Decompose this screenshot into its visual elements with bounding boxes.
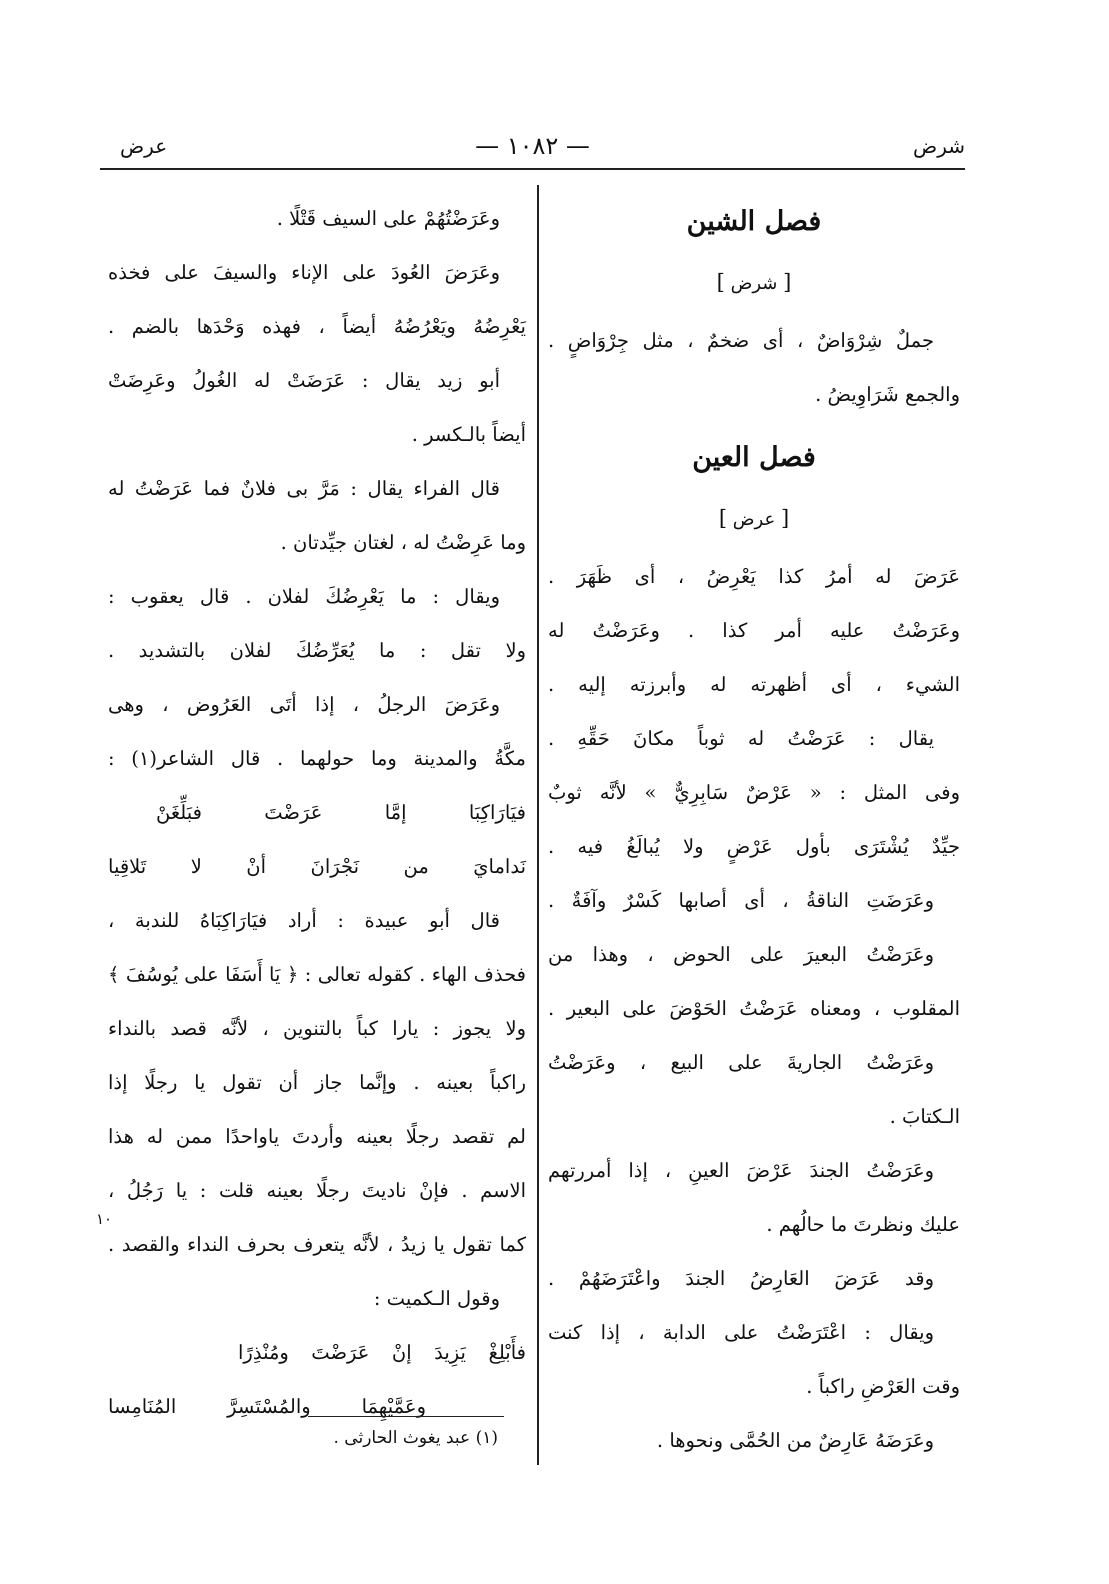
text-line: جيِّدٌ يُشْتَرَى بأول عَرْضٍ ولا يُبالَغُ فيه . [548, 835, 960, 858]
page-number: — ١٠٨٢ — [475, 132, 590, 160]
text-line: وعَرَضْتُ الجاريةَ على البيع ، وعَرَضْتُ [548, 1051, 934, 1074]
header-rule [100, 168, 965, 170]
running-header [100, 134, 965, 166]
text-line: وقول الـكميت : [373, 1287, 500, 1310]
left-column [108, 192, 526, 1434]
text-line: ولا يجوز : يارا كباً بالتنوين ، لأنَّه قصد بالنداء [108, 1017, 526, 1040]
text-line: عليك ونظرتَ ما حالُهم . [766, 1213, 960, 1236]
footnote-rule [308, 1416, 504, 1417]
text-line: المقلوب ، ومعناه عَرَضْتُ الحَوْضَ على البعير . [548, 997, 960, 1020]
text-line: فحذف الهاء . كقوله تعالى : ﴿ يَا أَسَفَا على يُوسُفَ ﴾ [108, 963, 526, 986]
header-root-left: عرض [120, 134, 168, 158]
text-line: وقد عَرَضَ العَارِضُ الجندَ واعْتَرَضَهُمْ . [548, 1267, 934, 1290]
text-line: قال الفراء يقال : مَرَّ بى فلانٌ فما عَرَضْتُ له [108, 477, 500, 500]
column-divider [537, 185, 539, 1465]
text-line: وقت العَرْضِ راكباً . [806, 1375, 960, 1398]
poem-verse: نَدامايَ من نَجْرَانَ أنْ لا تَلاقِيا [108, 855, 526, 878]
poem-verse: فأَبْلِغْ يَزِيدَ إنْ عَرَضْتَ ومُنْذِرًا [238, 1341, 526, 1364]
entry-head-sharad: [ شرض ] [716, 270, 792, 294]
poem-verse: وعَمَّيْهِمَا والمُسْتَسِرَّ المُنَامِسا [108, 1395, 426, 1418]
text-line: ويقال : ما يَعْرِضُكَ لفلان . قال يعقوب : [108, 585, 500, 608]
section-title-ayn: فصل العين [692, 442, 816, 473]
margin-line-number: ١٠ [96, 1210, 113, 1228]
footnote: (١) عبد يغوث الحارثى . [333, 1428, 498, 1448]
text-line: مكَّةُ والمدينة وما حولهما . قال الشاعر(١) : [108, 747, 526, 770]
text-line: وما عَرِضْتُ له ، لغتان جيِّدتان . [280, 531, 526, 554]
text-line: قال أبو عبيدة : أراد فيَارَاكِبَاهُ للندبة ، [108, 909, 500, 932]
text-line: أيضاً بالـكسر . [411, 423, 526, 446]
text-line: والجمع شَرَاوِيضُ . [815, 383, 960, 406]
text-line: جملٌ شِرْوَاضٌ ، أى ضخمٌ ، مثل جِرْوَاضٍ . [548, 329, 934, 352]
text-line: كما تقول يا زيدُ ، لأنَّه يتعرف بحرف النداء والقصد . [108, 1233, 526, 1256]
right-column [548, 192, 960, 1468]
text-line: وعَرَضْتُ عليه أمر كذا . وعَرَضْتُ له [548, 619, 960, 642]
text-line: وعَرَضْتُهُمْ على السيف قَتْلًا . [276, 207, 500, 230]
text-line: وعَرَضَ الرجلُ ، إذا أتَى العَرُوض ، وهى [108, 693, 500, 716]
text-line: وعَرَضْتُ البعيرَ على الحوض ، وهذا من [548, 943, 934, 966]
text-line: يقال : عَرَضْتُ له ثوباً مكانَ حَقِّهِ . [548, 727, 934, 750]
text-line: راكباً بعينه . وإنَّما جاز أن تقول يا رجلًا إذا [108, 1071, 526, 1094]
text-line: الـكتابَ . [889, 1105, 960, 1128]
text-line: وعَرَضَ العُودَ على الإناء والسيفَ على فخذه [108, 261, 500, 284]
text-line: أبو زيد يقال : عَرَضَتْ له الغُولُ وعَرِضَتْ [108, 369, 500, 392]
text-line: وفى المثل : « عَرْضٌ سَابِرِيٌّ » لأنَّه ثوبٌ [548, 781, 960, 804]
text-line: لم تقصد رجلًا بعينه وأردتَ ياواحدًا ممن له هذا [108, 1125, 526, 1148]
header-root-right: شرض [913, 134, 965, 158]
text-line: الاسم . فإنْ ناديتَ رجلًا بعينه قلت : يا رَجُلُ ، [108, 1179, 526, 1202]
text-line: وعَرَضْتُ الجندَ عَرْضَ العينِ ، إذا أمررتهم [548, 1159, 934, 1182]
text-line: ويقال : اعْتَرَضْتُ على الدابة ، إذا كنت [548, 1321, 934, 1344]
text-line: ولا تقل : ما يُعَرِّضُكَ لفلان بالتشديد . [108, 639, 526, 662]
text-line: وعَرَضَهُ عَارِضٌ من الحُمَّى ونحوها . [656, 1429, 934, 1452]
text-line: وعَرَضَتِ الناقةُ ، أى أصابها كَسْرٌ وآفَةٌ . [548, 889, 934, 912]
text-line: عَرَضَ له أمرُ كذا يَعْرِضُ ، أى ظَهَرَ . [548, 565, 960, 588]
section-title-shin: فصل الشين [686, 206, 822, 237]
poem-verse: فيَارَاكِبَا إمَّا عَرَضْتَ فبَلِّغَنْ [156, 801, 526, 824]
text-line: الشيء ، أى أظهرته له وأبرزته إليه . [548, 673, 960, 696]
text-line: يَعْرِضُهُ ويَعْرُضُهُ أيضاً ، فهذه وَحْدَها بالضم . [108, 315, 526, 338]
entry-head-arad: [ عرض ] [718, 506, 790, 530]
